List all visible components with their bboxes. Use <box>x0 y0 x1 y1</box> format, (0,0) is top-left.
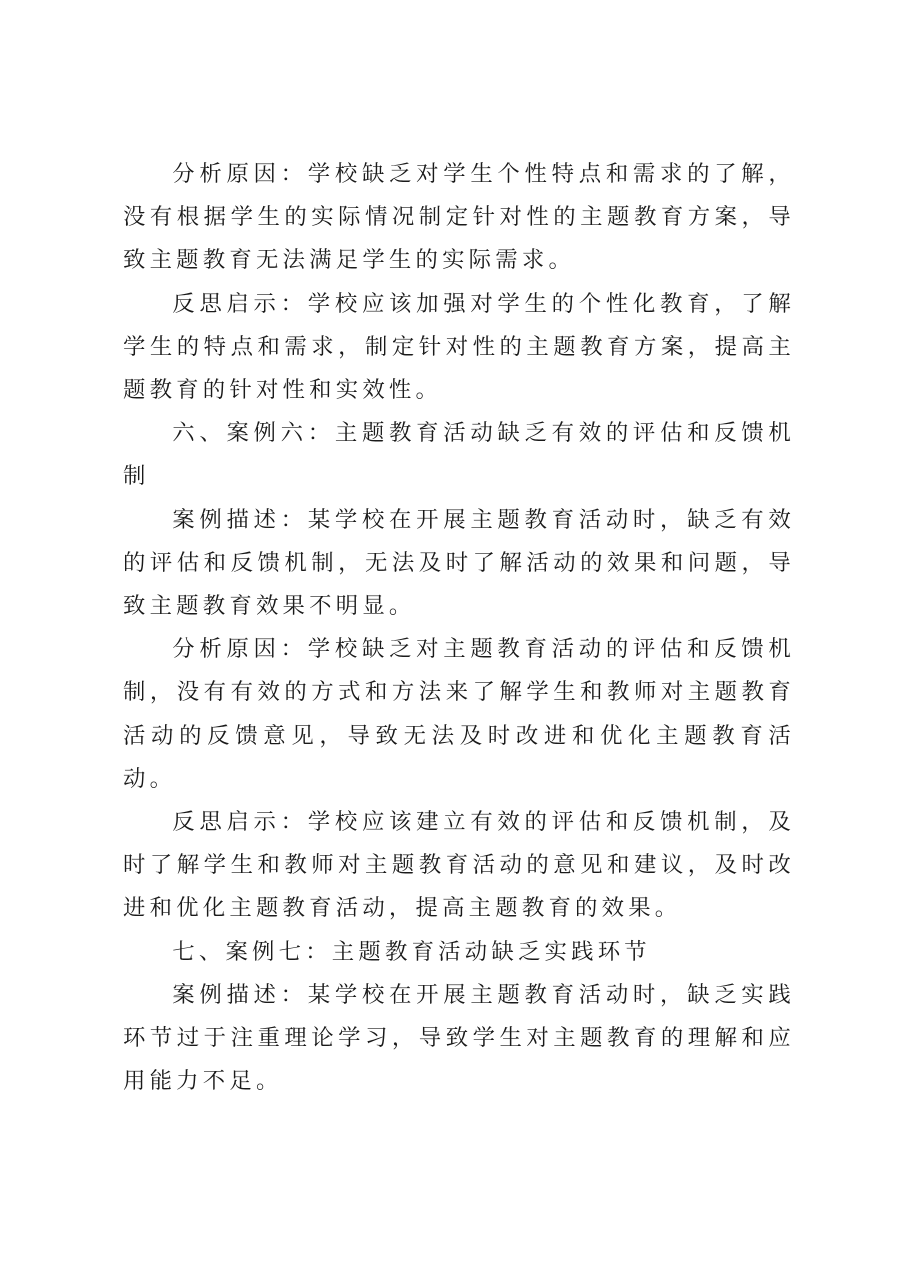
paragraph-reflection-6: 反思启示：学校应该建立有效的评估和反馈机制，及时了解学生和教师对主题教育活动的意见和建议，及时改进和优化主题教育活动，提高主题教育的效果。 <box>123 809 795 922</box>
paragraph-case-description-6: 案例描述：某学校在开展主题教育活动时，缺乏有效的评估和反馈机制，无法及时了解活动的效果和问题，导致主题教育效果不明显。 <box>123 506 795 620</box>
document-body <box>123 153 795 1103</box>
paragraph-analysis-reason-6: 分析原因：学校缺乏对主题教育活动的评估和反馈机制，没有有效的方式和方法来了解学生和教师对主题教育活动的反馈意见，导致无法及时改进和优化主题教育活动。 <box>123 636 795 792</box>
section-heading-case-7: 七、案例七：主题教育活动缺乏实践环节 <box>172 938 651 965</box>
paragraph-analysis-reason-5: 分析原因：学校缺乏对学生个性特点和需求的了解，没有根据学生的实际情况制定针对性的主题教育方案，导致主题教育无法满足学生的实际需求。 <box>123 161 795 274</box>
paragraph-reflection-5: 反思启示：学校应该加强对学生的个性化教育，了解学生的特点和需求，制定针对性的主题教育方案，提高主题教育的针对性和实效性。 <box>123 290 795 404</box>
paragraph-case-description-7: 案例描述：某学校在开展主题教育活动时，缺乏实践环节过于注重理论学习，导致学生对主题教育的理解和应用能力不足。 <box>123 981 795 1095</box>
section-heading-case-6: 六、案例六：主题教育活动缺乏有效的评估和反馈机制 <box>123 420 795 490</box>
